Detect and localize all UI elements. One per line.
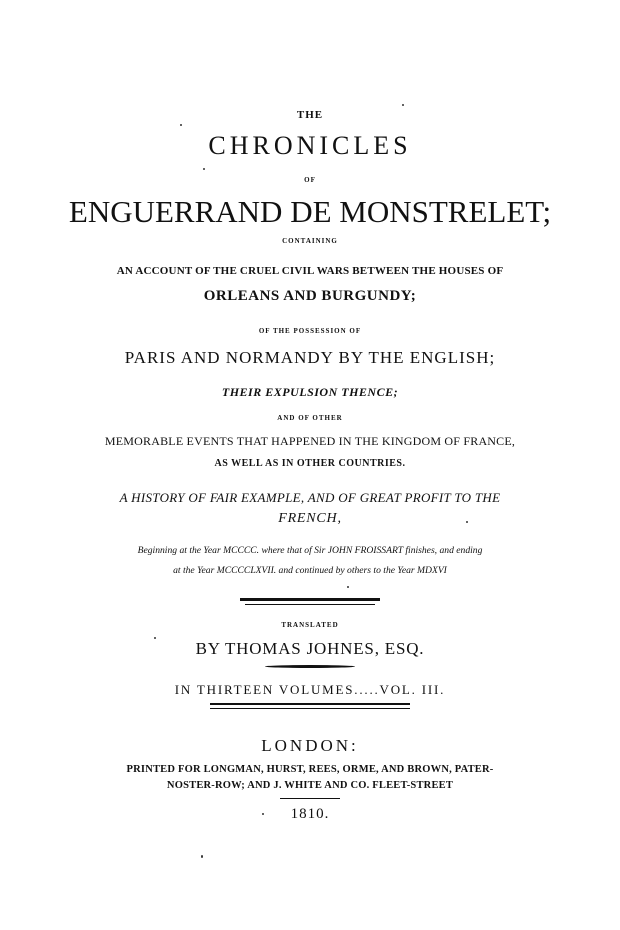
london-line: LONDON:: [261, 736, 359, 755]
year-rule: [280, 798, 340, 799]
and-of-other-label: AND OF OTHER: [277, 414, 343, 422]
translated-label: TRANSLATED: [281, 621, 339, 629]
paper-speck: [180, 124, 182, 126]
paper-speck: [466, 521, 468, 523]
author-heading: ENGUERRAND DE MONSTRELET;: [68, 194, 552, 229]
expulsion-line: THEIR EXPULSION THENCE;: [221, 385, 399, 399]
possession-label: OF THE POSSESSION OF: [258, 327, 362, 335]
paper-speck: [262, 813, 264, 815]
of-label: OF: [304, 176, 316, 184]
decorative-rule-1b: [245, 604, 375, 605]
ornament-rule: [265, 665, 355, 668]
printed-line-1: PRINTED FOR LONGMAN, HURST, REES, ORME, AND BROWN, PATER-: [126, 764, 494, 775]
the-label: THE: [296, 109, 324, 121]
translator-line: BY THOMAS JOHNES, ESQ.: [195, 639, 425, 658]
history-line-2: FRENCH,: [278, 511, 342, 526]
houses-line: ORLEANS AND BURGUNDY;: [203, 288, 417, 304]
paris-line: PARIS AND NORMANDY BY THE ENGLISH;: [124, 348, 496, 367]
account-line: AN ACCOUNT OF THE CRUEL CIVIL WARS BETWEEN THE HOUSES OF: [116, 265, 504, 277]
paper-speck: [154, 637, 156, 639]
decorative-rule-1: [240, 598, 380, 601]
chronicles-heading: CHRONICLES: [208, 131, 412, 160]
printed-line-2: NOSTER-ROW; AND J. WHITE AND CO. FLEET-STREET: [166, 780, 454, 791]
paper-speck: [201, 855, 203, 858]
paper-speck: [203, 168, 205, 170]
containing-label: CONTAINING: [282, 237, 338, 245]
beginning-line-1: Beginning at the Year MCCCC. where that of Sir JOHN FROISSART finishes, and ending: [137, 545, 483, 556]
decorative-rule-2: [210, 703, 410, 705]
memorable-line: MEMORABLE EVENTS THAT HAPPENED IN THE KINGDOM OF FRANCE,: [104, 434, 516, 448]
decorative-rule-2b: [210, 708, 410, 709]
year-line: 1810.: [290, 806, 330, 822]
paper-speck: [347, 586, 349, 588]
as-well-line: AS WELL AS IN OTHER COUNTRIES.: [214, 458, 406, 469]
beginning-line-2: at the Year MCCCCLXVII. and continued by others to the Year MDXVI: [173, 565, 447, 576]
history-line-1: A HISTORY OF FAIR EXAMPLE, AND OF GREAT PROFIT TO THE: [119, 490, 501, 505]
volumes-line: IN THIRTEEN VOLUMES.....VOL. III.: [174, 682, 446, 697]
paper-speck: [402, 104, 404, 106]
